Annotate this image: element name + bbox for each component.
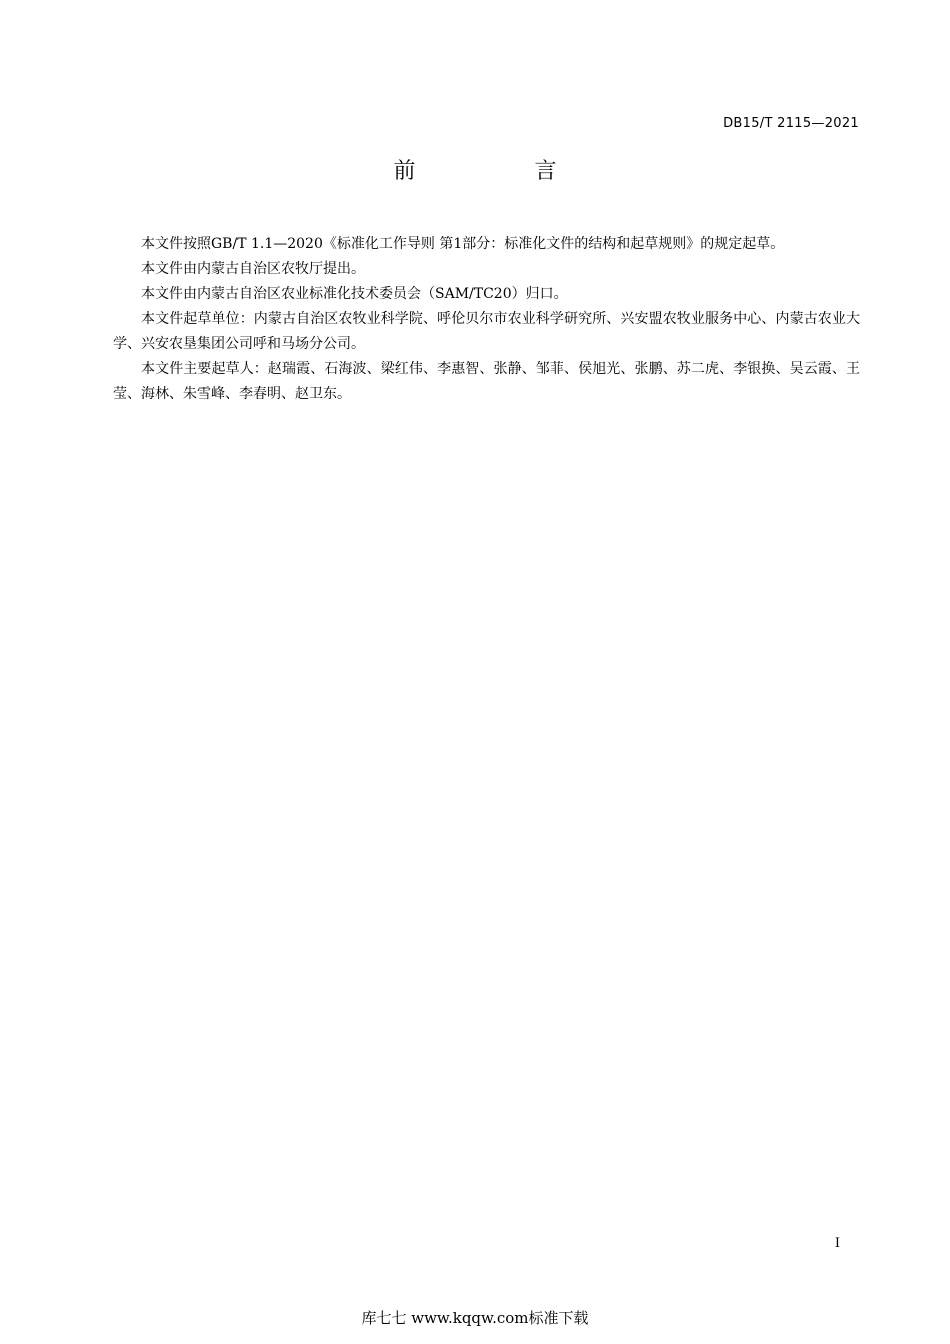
paragraph-drafters: 本文件主要起草人：赵瑞霞、石海波、梁红伟、李惠智、张静、邹菲、侯旭光、张鹏、苏二虎、李银换、吴云霞、王莹、海林、朱雪峰、李春明、赵卫东。 [113,361,860,402]
paragraph-drafting-units: 本文件起草单位：内蒙古自治区农牧业科学院、呼伦贝尔市农业科学研究所、兴安盟农牧业服务中心、内蒙古农业大学、兴安农垦集团公司呼和马场分公司。 [113,311,860,352]
paragraph-drafting-rules: 本文件按照GB/T 1.1—2020《标准化工作导则 第1部分：标准化文件的结构和起草规则》的规定起草。 [141,236,785,252]
document-code: DB15/T 2115—2021 [723,116,859,131]
foreword-body [113,232,860,407]
watermark-text: 库七七 www.kqqw.com标准下载 [361,1309,589,1327]
paragraph-committee: 本文件由内蒙古自治区农业标准化技术委员会（SAM/TC20）归口。 [141,286,568,302]
page-number: I [834,1236,840,1251]
paragraph-proposer: 本文件由内蒙古自治区农牧厅提出。 [141,261,365,277]
page-title: 前 言 [393,159,613,184]
